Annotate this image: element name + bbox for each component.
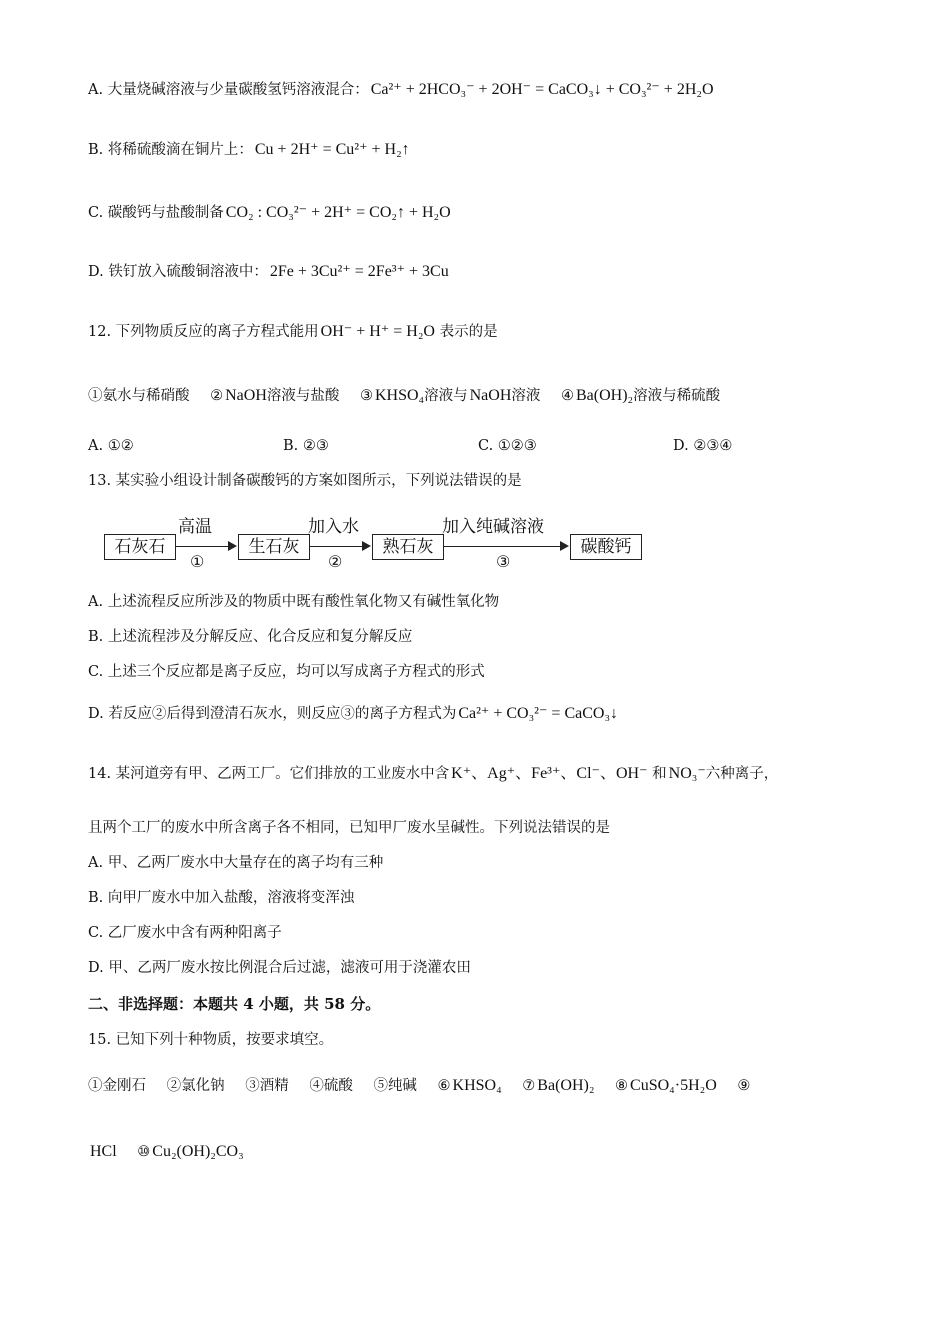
q12-item-2-num: ② [210, 388, 224, 404]
q14-option-b: B. 向甲厂废水中加入盐酸，溶液将变浑浊 [88, 890, 355, 906]
q11-b-equation: Cu + 2H⁺ = Cu²⁺ + H₂↑ [254, 141, 410, 158]
q15-item-2-name: 氯化钠 [181, 1078, 225, 1094]
q11-option-a [88, 80, 714, 100]
q11-option-c [88, 203, 451, 223]
q12-item-1-num: ① [88, 388, 103, 404]
q15-item-1-name: 金刚石 [102, 1078, 146, 1094]
flow-arrow-3-label: 加入纯碱溶液 [442, 517, 544, 537]
q12-item-3-formula-b: NaOH [469, 387, 512, 404]
q15-item-5-num: ⑤ [373, 1078, 388, 1094]
q15-item-3-num: ③ [245, 1078, 260, 1094]
q12-item-4-num: ④ [561, 388, 574, 404]
q15-item-8-num: ⑧ [615, 1078, 629, 1094]
q15-stem: 15. 已知下列十种物质，按要求填空。 [88, 1032, 334, 1048]
q12-option-b: B. ②③ [283, 438, 329, 454]
flow-arrow-3-num: ③ [496, 552, 511, 571]
q14-option-a: A. 甲、乙两厂废水中大量存在的离子均有三种 [88, 855, 384, 871]
q11-d-equation: 2Fe + 3Cu²⁺ = 2Fe³⁺ + 3Cu [269, 263, 449, 280]
q15-items-line1 [88, 1076, 750, 1096]
q15-item-10-num: ⑩ [137, 1144, 151, 1160]
q12-stem [88, 322, 498, 342]
q12-options [88, 436, 868, 456]
q15-items-line2 [88, 1142, 244, 1162]
q15-item-2-num: ② [166, 1078, 182, 1094]
q13-d-equation: Ca²⁺ + CO₃²⁻ = CaCO₃↓ [458, 705, 619, 722]
flow-box-limestone: 石灰石 [104, 534, 176, 560]
flow-arrow-1-label: 高温 [178, 517, 212, 537]
q12-option-c: C. ①②③ [478, 438, 537, 454]
q12-item-3-text: 溶液与 [424, 388, 468, 404]
q12-stem-before: 12. 下列物质反应的离子方程式能用 [88, 324, 319, 340]
flow-box-quicklime: 生石灰 [238, 534, 310, 560]
flow-arrow-3 [444, 546, 560, 547]
q14-option-d: D. 甲、乙两厂废水按比例混合后过滤，滤液可用于浇灌农田 [88, 960, 471, 976]
q14-and: 和 [652, 766, 667, 782]
q12-item-2-text: 溶液与盐酸 [266, 388, 340, 404]
q13-option-d [88, 704, 618, 724]
q15-item-9-name: HCl [90, 1143, 117, 1160]
q15-item-10-name: Cu₂(OH)₂CO₃ [152, 1143, 244, 1160]
q13-stem: 13. 某实验小组设计制备碳酸钙的方案如图所示，下列说法错误的是 [88, 473, 522, 489]
q12-item-3-text-b: 溶液 [511, 388, 541, 404]
q12-item-4-formula: Ba(OH)₂ [576, 387, 634, 404]
q12-option-d: D. ②③④ [673, 438, 733, 454]
q12-option-a: A. ①② [88, 438, 134, 454]
q11-c-equation: CO₂ : CO₃²⁻ + 2H⁺ = CO₂↑ + H₂O [225, 204, 451, 221]
q13-flow-diagram [100, 512, 660, 572]
flow-arrow-2-num: ② [328, 552, 343, 571]
flow-arrow-1-head [228, 541, 237, 551]
q14-ion-last: NO₃⁻ [668, 765, 706, 782]
q15-item-6-name: KHSO₄ [452, 1077, 502, 1094]
q12-item-1-text: 氨水与稀硝酸 [102, 388, 190, 404]
q11-d-text: D. 铁钉放入硫酸铜溶液中： [88, 264, 268, 280]
q12-item-3-num: ③ [359, 388, 373, 404]
q14-stem-after: 六种离子， [705, 766, 779, 782]
q15-item-4-name: 硫酸 [323, 1078, 353, 1094]
q15-item-7-num: ⑦ [522, 1078, 536, 1094]
q15-item-9-num: ⑨ [737, 1078, 751, 1094]
q15-item-5-name: 纯碱 [387, 1078, 417, 1094]
q15-item-7-name: Ba(OH)₂ [537, 1077, 595, 1094]
flow-arrow-1-num: ① [190, 552, 205, 571]
flow-box-calcium-carbonate: 碳酸钙 [570, 534, 642, 560]
flow-arrow-2 [310, 546, 362, 547]
flow-arrow-3-head [560, 541, 569, 551]
q14-stem-before: 14. 某河道旁有甲、乙两工厂。它们排放的工业废水中含 [88, 766, 450, 782]
q13-option-a: A. 上述流程反应所涉及的物质中既有酸性氧化物又有碱性氧化物 [88, 594, 500, 610]
q11-option-b [88, 140, 410, 160]
flow-arrow-2-head [362, 541, 371, 551]
q13-d-text: D. 若反应②后得到澄清石灰水，则反应③的离子方程式为 [88, 706, 457, 722]
flow-arrow-1 [176, 546, 228, 547]
q14-stem-line1 [88, 764, 778, 784]
q13-option-b: B. 上述流程涉及分解反应、化合反应和复分解反应 [88, 629, 413, 645]
q14-stem-line2: 且两个工厂的废水中所含离子各不相同，已知甲厂废水呈碱性。下列说法错误的是 [88, 820, 610, 836]
q12-items [88, 386, 720, 406]
q11-b-text: B. 将稀硫酸滴在铜片上： [88, 142, 253, 158]
q15-item-1-num: ① [88, 1078, 103, 1094]
q11-a-equation: Ca²⁺ + 2HCO₃⁻ + 2OH⁻ = CaCO₃↓ + CO₃²⁻ + 2H₂O [370, 81, 714, 98]
q15-item-4-num: ④ [309, 1078, 324, 1094]
q12-item-4-text: 溶液与稀硫酸 [633, 388, 721, 404]
q14-option-c: C. 乙厂废水中含有两种阳离子 [88, 925, 282, 941]
q15-item-8-name: CuSO₄·5H₂O [630, 1077, 717, 1094]
flow-box-slaked-lime: 熟石灰 [372, 534, 444, 560]
q13-option-c: C. 上述三个反应都是离子反应，均可以写成离子方程式的形式 [88, 664, 485, 680]
q11-a-text: A. 大量烧碱溶液与少量碳酸氢钙溶液混合： [88, 82, 369, 98]
q12-stem-equation: OH⁻ + H⁺ = H₂O [320, 323, 435, 340]
q11-option-d [88, 262, 449, 282]
q12-item-2-formula: NaOH [225, 387, 267, 404]
q15-item-3-name: 酒精 [259, 1078, 289, 1094]
q12-stem-after: 表示的是 [439, 324, 498, 340]
section-heading: 二、非选择题：本题共 4 小题，共 58 分。 [88, 995, 381, 1013]
q15-item-6-num: ⑥ [437, 1078, 451, 1094]
q12-item-3-formula: KHSO₄ [374, 387, 425, 404]
q14-ions: K⁺、Ag⁺、Fe³⁺、Cl⁻、OH⁻ [451, 765, 648, 782]
flow-arrow-2-label: 加入水 [308, 517, 359, 537]
q11-c-text: C. 碳酸钙与盐酸制备 [88, 205, 224, 221]
